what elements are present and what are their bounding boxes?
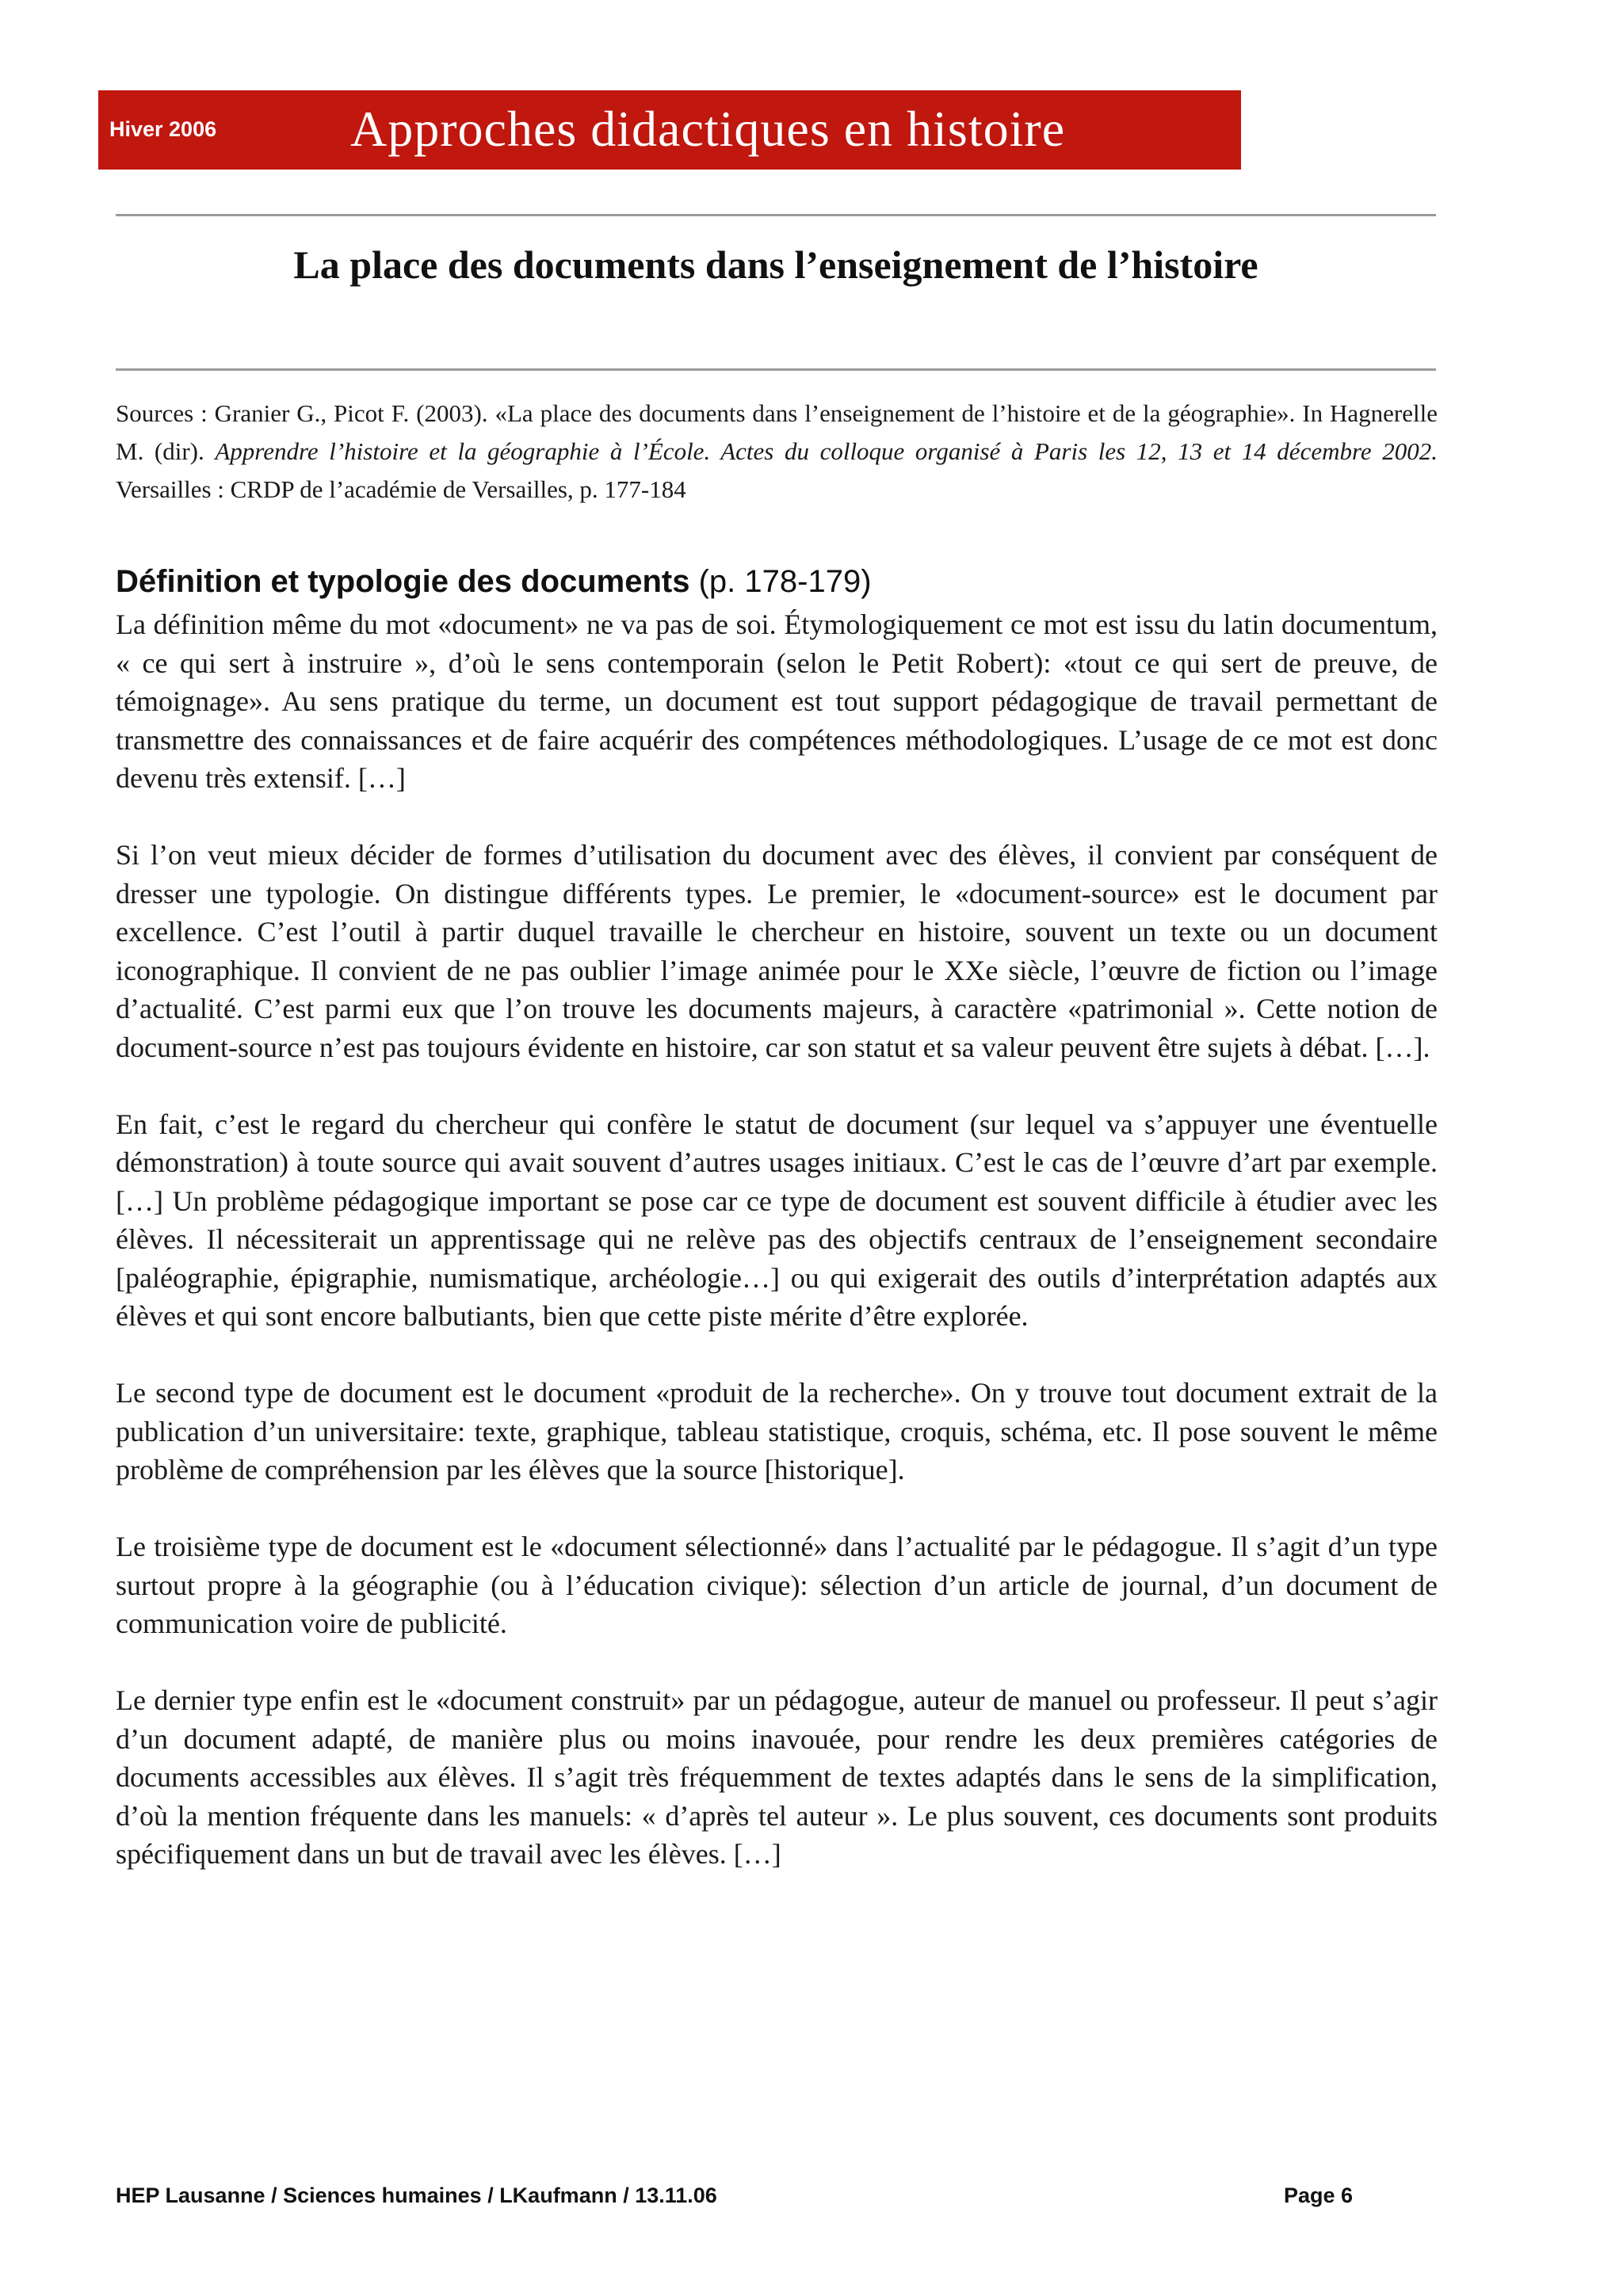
sources-citation (116, 395, 1438, 509)
page-number: Page 6 (1284, 2183, 1354, 2207)
body-text (116, 605, 1438, 1912)
paragraph: Le second type de document est le document «produit de la recherche». On y trouve tout document extrait de la publication d’un universitaire: texte, graphique, tableau statistique, croquis, schéma, etc. Il pose souvent le même problème de compréhension par les élèves que la source [historique]. (116, 1377, 1438, 1486)
section-heading-title: Définition et typologie des documents (116, 564, 690, 599)
header-title: Approches didactiques en histoire (350, 101, 1066, 157)
title-rule-bottom (116, 368, 1436, 371)
sources-book-title: Apprendre l’histoire et la géographie à l’École. Actes du colloque organisé à Paris les 12, 13 et 14 décembre 2002. (215, 437, 1438, 465)
paragraph: En fait, c’est le regard du chercheur qui confère le statut de document (sur lequel va s’appuyer une éventuelle démonstration) à toute source qui avait souvent d’autres usages initiaux. C’est le cas de l’œuvre d’art par exemple. […] Un problème pédagogique important se pose car ce type de document est souvent difficile à étudier avec les élèves. Il nécessiterait un apprentissage qui ne relève pas des objectifs centraux de l’enseignement secondaire [paléographie, épigraphie, numismatique, archéologie…] ou qui exigerait des outils d’interprétation adaptés aux élèves et qui sont encore balbutiants, bien que cette piste mérite d’être explorée. (116, 1108, 1438, 1332)
section-heading (116, 564, 872, 600)
paragraph: Si l’on veut mieux décider de formes d’utilisation du document avec des élèves, il convient par conséquent de dresser une typologie. On distingue différents types. Le premier, le «document-source» est le document par excellence. C’est l’outil à partir duquel travaille le chercheur en histoire, souvent un texte ou un document iconographique. Il convient de ne pas oublier l’image animée pour le XXe siècle, l’œuvre de fiction ou l’image d’actualité. C’est parmi eux que l’on trouve les documents majeurs, à caractère «patrimonial ». Cette notion de document-source n’est pas toujours évidente en histoire, car son statut et sa valeur peuvent être sujets à débat. […]. (116, 839, 1438, 1063)
footer-info: HEP Lausanne / Sciences humaines / LKaufmann / 13.11.06 (116, 2183, 717, 2207)
document-title: La place des documents dans l’enseignement de l’histoire (293, 242, 1258, 287)
paragraph: Le dernier type enfin est le «document construit» par un pédagogue, auteur de manuel ou professeur. Il peut s’agir d’un document adapté, de manière plus ou moins inavouée, pour rendre les deux premières catégories de documents accessibles aux élèves. Il s’agit très fréquemment de textes adaptés dans le sens de la simplification, d’où la mention fréquente dans les manuels: « d’après tel auteur ». Le plus souvent, ces documents sont produits spécifiquement dans un but de travail avec les élèves. […] (116, 1684, 1438, 1870)
section-heading-pages: (p. 178-179) (689, 564, 872, 599)
title-rule-top (116, 214, 1436, 216)
header-banner (98, 90, 1241, 170)
paragraph: Le troisième type de document est le «document sélectionné» dans l’actualité par le pédagogue. Il s’agit d’un type surtout propre à la géographie (ou à l’éducation civique): sélection d’un article de journal, d’un document de communication voire de publicité. (116, 1531, 1438, 1639)
header-season: Hiver 2006 (109, 117, 217, 141)
sources-text: Sources : Granier G., Picot F. (2003). «La place des documents dans l’enseignement de l’histoire et de la géographie». In Hagnerelle M. (dir). (116, 399, 1438, 465)
paragraph: La définition même du mot «document» ne va pas de soi. Étymologiquement ce mot est issu du latin documentum, « ce qui sert à instruire », d’où le sens contemporain (selon le Petit Robert): «tout ce qui sert de preuve, de témoignage». Au sens pratique du terme, un document est tout support pédagogique de travail permettant de transmettre des connaissances et de faire acquérir des compétences méthodologiques. L’usage de ce mot est donc devenu très extensif. […] (116, 608, 1438, 794)
sources-publisher: Versailles : CRDP de l’académie de Versailles, p. 177-184 (116, 475, 686, 503)
